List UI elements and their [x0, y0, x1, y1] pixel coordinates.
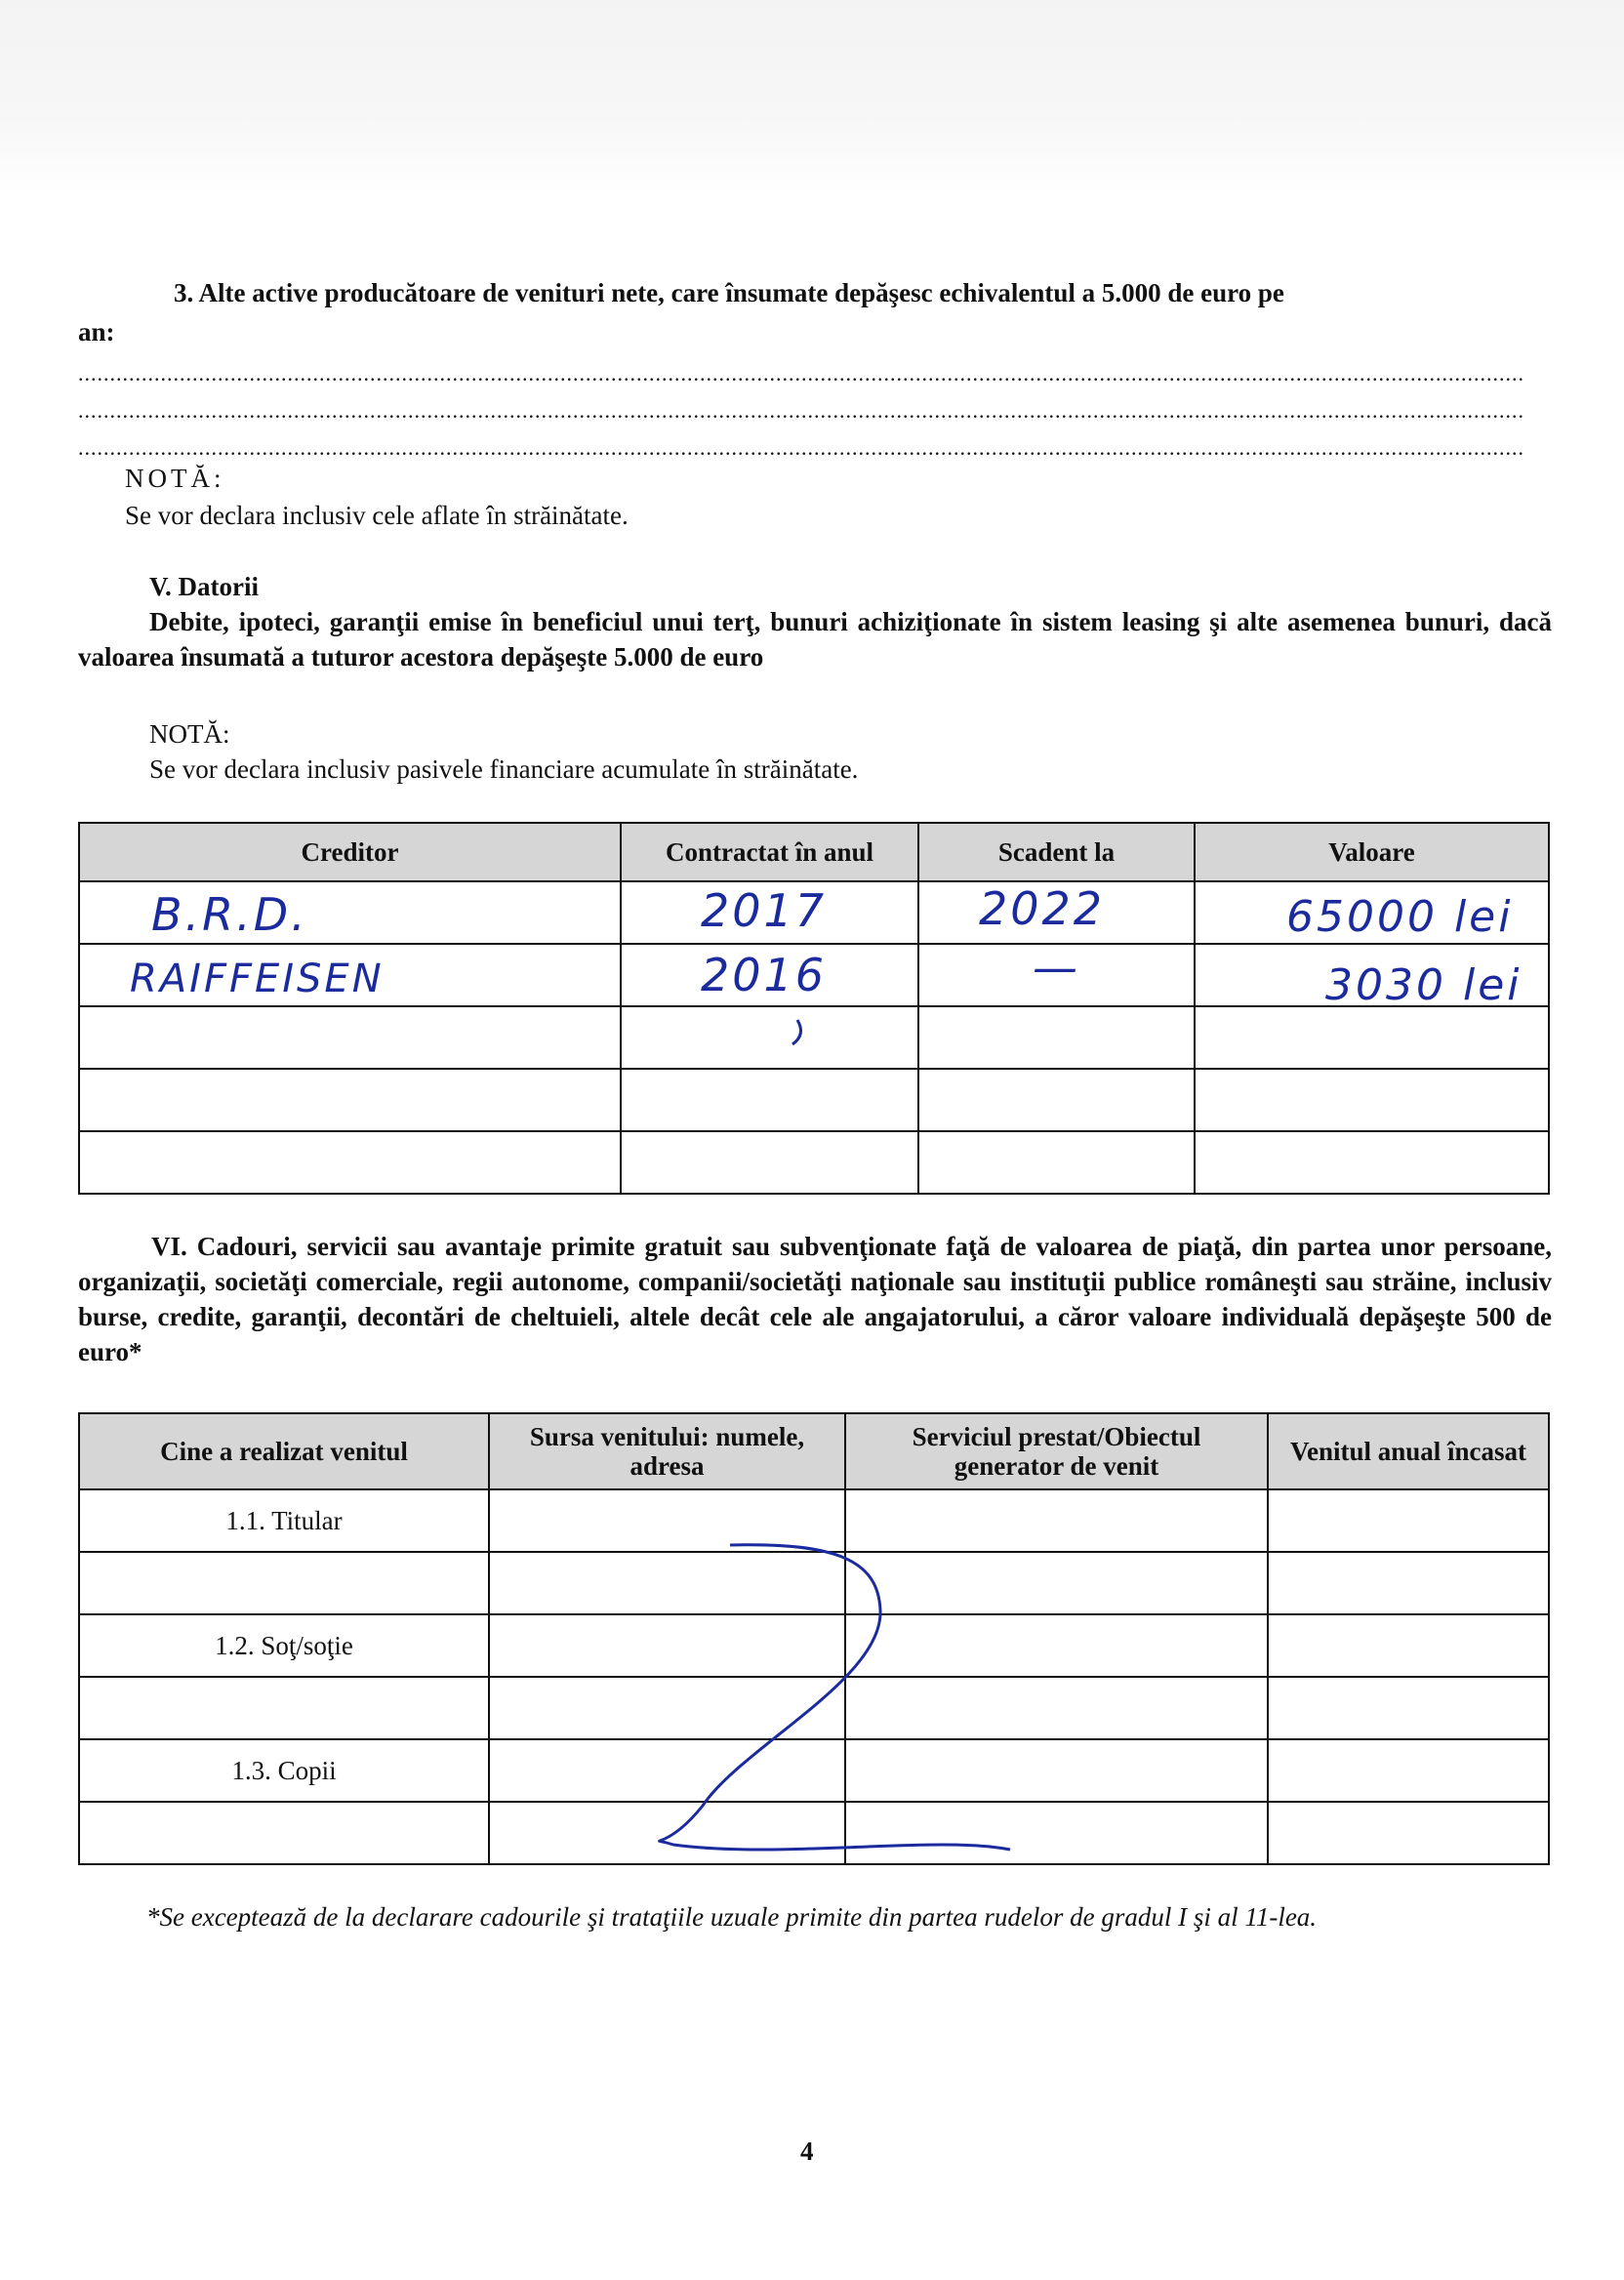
table-row — [79, 1006, 1549, 1069]
row-label: 1.2. Soţ/soţie — [79, 1614, 489, 1677]
table-row — [79, 1489, 1549, 1552]
cadouri-table — [78, 1412, 1550, 1865]
column-header: Contractat în anul — [621, 823, 918, 881]
table-row — [79, 1802, 1549, 1864]
handwritten-due: — — [1033, 941, 1080, 994]
section-vi-title: VI. Cadouri, servicii sau avantaje primite gratuit sau subvenţionate faţă de valoarea de piaţă, din partea unor persoane, organizaţii, societăţi comerciale, regii autonome, companii/societăţi naţionale sau instituţii publice româneşti sau străine, inclusiv burse, credite, garanţii, decontări de cheltuieli, altele decât cele ale angajatorului, a căror valoare individuală depăşeşte 500 de euro* — [78, 1232, 1552, 1366]
section-iv-3-heading: 3. Alte active producătoare de venituri nete, care însumate depăşesc echivalentul a 5.000 de euro pe — [174, 278, 1284, 307]
nota-text: Se vor declara inclusiv cele aflate în străinătate. — [125, 501, 629, 530]
column-header: Valoare — [1195, 823, 1549, 881]
section-v-title: V. Datorii — [149, 572, 259, 601]
table-row — [79, 1677, 1549, 1739]
row-label: 1.1. Titular — [79, 1489, 489, 1552]
section-v-description: Debite, ipoteci, garanţii emise în beneficiul unui terţ, bunuri achiziţionate în sistem leasing şi alte asemenea bunuri, dacă valoarea însumată a tuturor acestora depăşeşte 5.000 de euro — [78, 607, 1552, 672]
table-row — [79, 1069, 1549, 1131]
page-number: 4 — [800, 2137, 814, 2166]
handwritten-year: 2016 — [701, 949, 828, 1001]
table-row — [79, 1614, 1549, 1677]
handwritten-due: 2022 — [979, 882, 1106, 935]
column-header: Venitul anual încasat — [1268, 1413, 1549, 1489]
handwritten-value: 65000 lei — [1286, 892, 1514, 942]
dotted-line: .................................................................................................................................................................................................................................... — [78, 435, 1524, 460]
nota-label: NOTĂ: — [125, 464, 225, 493]
table-row — [79, 1131, 1549, 1194]
nota-text: Se vor declara inclusiv pasivele financiare acumulate în străinătate. — [149, 754, 859, 784]
dotted-line: .................................................................................................................................................................................................................................... — [78, 398, 1524, 423]
row-label: 1.3. Copii — [79, 1739, 489, 1802]
section-iv-3-heading-cont: an: — [78, 317, 115, 346]
scan-shadow — [0, 0, 1624, 195]
handwritten-value: 3030 lei — [1325, 960, 1522, 1010]
column-header: Creditor — [79, 823, 621, 881]
column-header: Scadent la — [918, 823, 1195, 881]
handwritten-creditor: RAIFFEISEN — [130, 957, 385, 1001]
column-header: Serviciul prestat/Obiectul generator de venit — [845, 1413, 1268, 1489]
table-row — [79, 1739, 1549, 1802]
column-header: Cine a realizat venitul — [79, 1413, 489, 1489]
dotted-line: .................................................................................................................................................................................................................................... — [78, 361, 1524, 386]
column-header: Sursa venitului: numele, adresa — [489, 1413, 845, 1489]
handwritten-creditor: B.R.D. — [151, 888, 308, 941]
footnote: *Se exceptează de la declarare cadourile şi trataţiile uzuale primite din partea rudelor de gradul I şi al 11-lea. — [146, 1902, 1318, 1932]
table-row — [79, 1552, 1549, 1614]
nota-label: NOTĂ: — [149, 719, 230, 749]
handwritten-year: 2017 — [701, 884, 828, 937]
